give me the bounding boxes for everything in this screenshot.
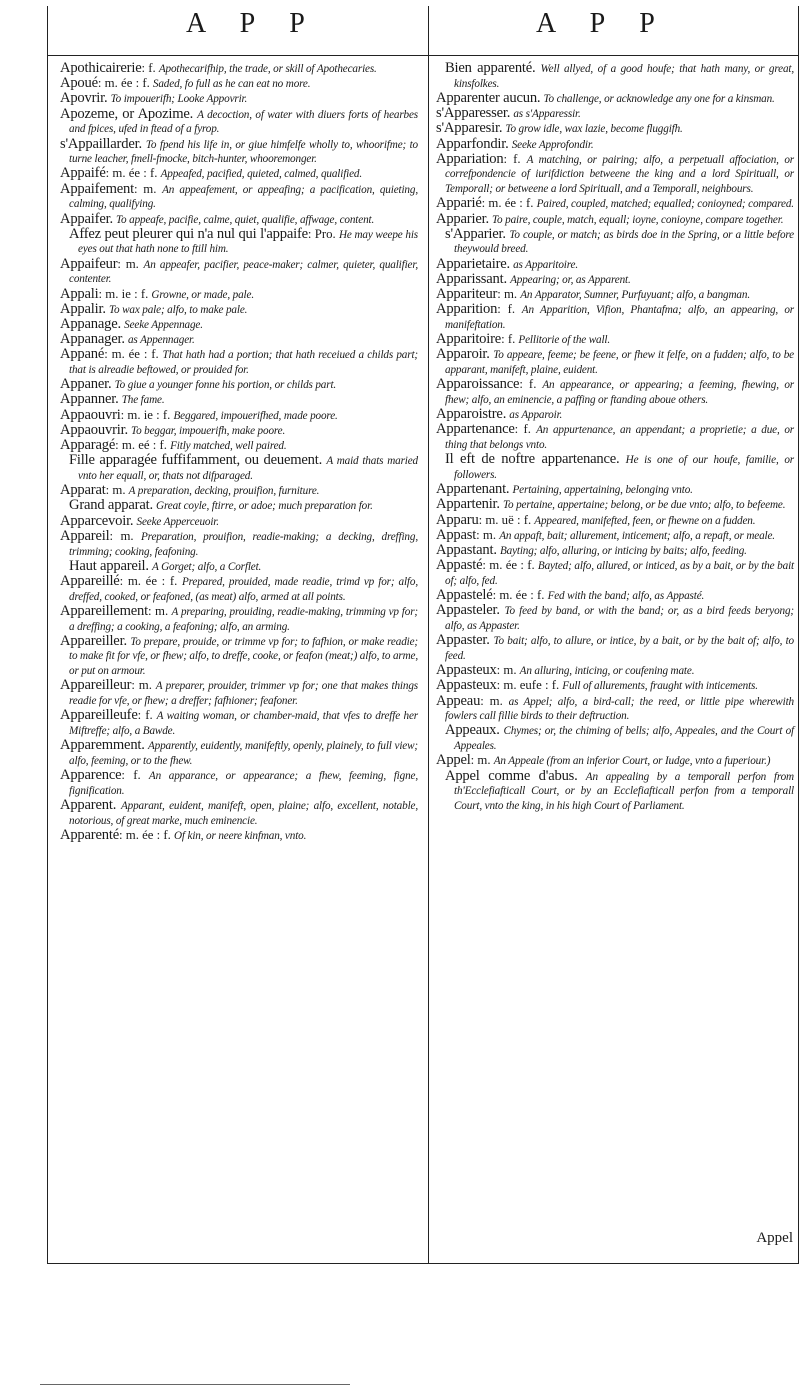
grammar-note: : m. (105, 483, 126, 498)
dictionary-entry (60, 135, 418, 167)
definition: To paire, couple, match, equall; ioyne, conioyne, compare together. (492, 213, 784, 226)
catchword: Appel (756, 1230, 793, 1246)
dictionary-entry (436, 498, 794, 513)
headword: Appeau (436, 692, 481, 709)
left-column (60, 62, 418, 844)
grammar-note: : f. (501, 332, 516, 347)
headword: Apparié (436, 195, 482, 212)
headword: Fille apparagée fuffifamment, ou deuement. (69, 452, 323, 469)
definition: An appeafement, or appeafing; a pacification, quieting, calming, qualifying. (69, 183, 418, 211)
headword: Appaouvrir. (60, 421, 128, 438)
definition: An appeafer, pacifier, peace-maker; calmer, quieter, qualifier, contenter. (69, 258, 418, 286)
definition: That hath had a portion; that hath receiued a childs part; that is alreadie beftowed, or prouided for. (69, 349, 418, 377)
definition: An alluring, inticing, or coufening mate. (519, 665, 695, 678)
headword: Apparoir. (436, 346, 490, 363)
headword: Apparenté (60, 826, 119, 843)
definition: Fed with the band; alfo, as Appasté. (547, 590, 705, 603)
definition: An Apparition, Vifion, Phantafma; alfo, an appearing, or manifeftation. (445, 304, 794, 331)
grammar-note: : m. (133, 181, 157, 196)
headword: Il eft de noftre appartenance. (445, 451, 620, 468)
dictionary-entry (60, 225, 418, 257)
grammar-note: : Pro. (307, 226, 336, 241)
footer-line (40, 1384, 350, 1385)
grammar-note: : m. ée : f. (492, 588, 545, 603)
definition: He may weepe his eyes out that hath none to ftill him. (78, 228, 418, 256)
definition: as Appennager. (127, 334, 195, 347)
headword: Appariation (436, 150, 504, 167)
running-head-right: A P P (536, 8, 669, 39)
definition: as s'Apparessir. (513, 108, 581, 121)
grammar-note: : m. ée : f. (482, 558, 535, 573)
headword: Appel (436, 752, 471, 769)
dictionary-entry (436, 150, 795, 197)
definition: Great coyle, ftirre, or adoe; much preparation for. (156, 500, 373, 513)
headword: Apparemment. (60, 737, 145, 754)
dictionary-entry (60, 572, 418, 604)
headword: Appanager. (60, 331, 125, 348)
headword: Apparoistre. (436, 406, 507, 423)
definition: An appaft, bait; allurement, inticement; alfo, a repaft, or meale. (499, 529, 775, 542)
grammar-note: : f. (519, 377, 537, 392)
grammar-note: : m. (497, 287, 518, 302)
grammar-note: : m. eé : f. (115, 438, 168, 453)
dictionary-entry (60, 709, 418, 738)
headword: Appeaux. (445, 722, 500, 739)
headword: Grand apparat. (69, 497, 153, 514)
dictionary-entry (60, 512, 418, 530)
definition: Full of allurements, fraught with inticements. (562, 680, 758, 693)
headword: Apparier. (436, 210, 489, 227)
headword: Apparietaire. (436, 255, 510, 272)
header-rule (47, 55, 799, 56)
headword: Appasteux (436, 677, 497, 694)
definition: To appeafe, pacifie, calme, quiet, qualifie, affwage, content. (116, 213, 375, 226)
grammar-note: : m. (480, 693, 503, 708)
dictionary-entry (436, 604, 794, 633)
dictionary-entry (436, 634, 794, 663)
dictionary-entry (436, 225, 794, 257)
definition: Appeared, manifefted, feen, or fhewne on a fudden. (534, 514, 756, 527)
headword: Appaifement (60, 180, 134, 197)
headword: Appali (60, 285, 99, 302)
headword: Apparent. (60, 796, 117, 813)
definition: Apparant, euident, manifeft, open, plaine; alfo, excellent, notable, notorious, of great marke, much eminencie. (69, 799, 418, 827)
dictionary-entry (436, 197, 794, 212)
headword: Appasté (436, 557, 483, 574)
definition: To feed by band, or with the band; or, as a bird feeds beryong; alfo, as Appaster. (445, 605, 794, 633)
headword: Affez peut pleurer qui n'a nul qui l'appaife (69, 225, 308, 242)
definition: Paired, coupled, matched; equalled; conioyned; compared. (536, 198, 794, 211)
dictionary-entry (60, 739, 418, 768)
grammar-note: : m. (476, 527, 497, 542)
definition: A matching, or pairing; alfo, a perpetuall affociation, or correfpondencie of iurifdiction betweene the king and a lord Spirituall, or Temporall; or betweene a lord Spirituall, and a Temporall, neighbours. (445, 153, 795, 196)
dictionary-entry (60, 77, 418, 92)
left-border (47, 6, 48, 1264)
definition: Apparently, euidently, manifeftly, openly, plainely, to full view; alfo, feeming, or to the fhew. (69, 740, 418, 767)
definition: To beggar, impouerifh, make poore. (131, 424, 286, 437)
dictionary-entry (60, 527, 418, 559)
headword: Appaster. (436, 632, 490, 649)
grammar-note: : m. uë : f. (478, 512, 532, 527)
dictionary-entry (436, 511, 794, 529)
definition: To pertaine, appertaine; belong, or be due vnto; alfo, to befeeme. (502, 499, 786, 512)
headword: Apoué (60, 75, 98, 92)
headword: Appareillement (60, 602, 148, 619)
headword: Apovrir. (60, 90, 108, 107)
right-border (798, 6, 799, 1264)
headword: Appareiller. (60, 632, 127, 649)
dictionary-entry (436, 303, 794, 332)
definition: The fame. (121, 394, 165, 407)
definition: Saded, fo full as he can eat no more. (152, 78, 311, 91)
grammar-note: : m. (496, 663, 517, 678)
dictionary-entry (436, 348, 794, 377)
dictionary-entry (436, 62, 794, 91)
headword: Apparence (60, 767, 122, 784)
headword: Appartenance (436, 421, 515, 438)
definition: An apparance, or appearance; a fhew, feeming, figne, fignification. (69, 770, 418, 797)
headword: Apozeme, or Apozime. (60, 105, 194, 122)
dictionary-entry (60, 285, 418, 303)
grammar-note: : m. ée : f. (119, 573, 178, 588)
grammar-note: : m. ée : f. (118, 827, 171, 842)
definition: To giue a younger fonne his portion, or childs part. (114, 379, 337, 392)
definition: To grow idle, wax lazie, become fluggifh. (505, 123, 683, 136)
headword: Haut appareil. (69, 557, 149, 574)
headword: Apparenter aucun. (436, 89, 541, 106)
headword: Apparitoire (436, 331, 502, 348)
grammar-note: : m. (131, 678, 152, 693)
headword: s'Appaillarder. (60, 135, 142, 152)
grammar-note: : f. (503, 151, 521, 166)
definition: An appurtenance, an appendant; a proprietie; a due, or thing that belongs vnto. (445, 424, 794, 452)
definition: An Apparator, Sumner, Purfuyuant; alfo, a bangman. (520, 289, 750, 302)
dictionary-entry (60, 454, 418, 483)
dictionary-entry (436, 724, 794, 753)
definition: To couple, or match; as birds doe in the Spring, or a little before theywould breed. (454, 228, 794, 256)
dictionary-entry (60, 632, 418, 679)
headword: Appartenir. (436, 496, 500, 513)
dictionary-entry (436, 378, 794, 407)
dictionary-entry (436, 692, 794, 724)
grammar-note: : m. ée : f. (105, 166, 158, 181)
grammar-note: : f. (121, 768, 141, 783)
headword: Appaifeur (60, 255, 118, 272)
definition: Bayted; alfo, allured, or inticed, as by a bait, or by the bait of; alfo, fed. (445, 560, 794, 587)
definition: as Apparitoire. (513, 258, 578, 271)
headword: Apparfondir. (436, 135, 509, 152)
headword: Apparition (436, 301, 498, 318)
definition: Prepared, prouided, made readie, trimd vp for; alfo, dreffed, cooked, or feafoned, (as meat) alfo, armed at all points. (69, 575, 418, 603)
right-column (436, 62, 794, 814)
definition: Chymes; or, the chiming of bells; alfo, Appeales, and the Court of Appeales. (454, 725, 794, 753)
definition: To bait; alfo, to allure, or intice, by a bait, or by the bait of; alfo, to feed. (445, 635, 794, 662)
definition: An appearance, or appearing; a feeming, fhewing, or fhew; alfo, an eminencie, a paffing or ftanding aboue others. (445, 379, 794, 406)
definition: A preparer, prouider, trimmer vp for; one that makes things readie for vfe, or fhew; a dreffer; fafhioner; feafoner. (69, 680, 418, 708)
definition: A waiting woman, or chamber-maid, that vfes to dreffe her Miftreffe; alfo, a Bawde. (69, 710, 418, 737)
dictionary-entry (60, 348, 418, 377)
definition: To challenge, or acknowledge any one for a kinsman. (543, 92, 775, 105)
headword: Bien apparenté. (445, 60, 536, 76)
headword: Appastant. (436, 542, 497, 558)
definition: Apothecarifhip, the trade, or skill of Apothecaries. (158, 63, 377, 75)
headword: Appartenant. (436, 481, 510, 498)
definition: To impouerifh; Looke Appovrir. (110, 93, 248, 106)
headword: Appanage. (60, 315, 122, 332)
dictionary-entry (436, 559, 794, 588)
dictionary-entry (60, 769, 418, 798)
definition: Appearing; or, as Apparent. (510, 273, 631, 286)
bottom-rule (47, 1263, 799, 1264)
definition: A Gorget; alfo, a Corflet. (151, 560, 262, 573)
headword: Apparu (436, 511, 479, 528)
dictionary-entry (60, 679, 418, 708)
definition: To wax pale; alfo, to make pale. (108, 303, 248, 316)
dictionary-entry (60, 180, 418, 212)
definition: To appeare, feeme; be feene, or fhew it felfe, on a fudden; alfo, to be apparant, manifeft, plaine, euident. (445, 349, 794, 377)
definition: To fpend his life in, or giue himfelfe wholly to, whoorifme; to turne leacher, fmell-fmocke, bitch-hunter, whooremonger. (69, 138, 418, 166)
definition: Growne, or made, pale. (151, 288, 254, 301)
dictionary-entry (436, 767, 794, 814)
grammar-note: : m. (470, 753, 491, 768)
definition: as Apparoir. (509, 409, 563, 422)
grammar-note: : f. (497, 302, 516, 317)
dictionary-entry (60, 826, 418, 844)
dictionary-entry (436, 679, 794, 694)
definition: A maid thats maried vnto her equall, or, thats not difparaged. (78, 455, 419, 482)
headword: Appasteler. (436, 602, 500, 619)
definition: A preparing, prouiding, readie-making, trimming vp for; a dreffing; a cooking, a feafoning; alfo, an arming. (69, 605, 418, 633)
headword: Appasteux (436, 662, 497, 679)
definition: Bayting; alfo, alluring, or inticing by baits; alfo, feeding. (499, 545, 747, 557)
headword: s'Apparier. (445, 225, 506, 242)
headword: Appareillé (60, 572, 120, 589)
grammar-note: : m. (147, 603, 169, 618)
definition: Fitly matched, well paired. (170, 440, 287, 453)
dictionary-entry (436, 423, 794, 452)
grammar-note: : m. ée : f. (97, 76, 150, 91)
definition: Preparation, prouifion, readie-making; a decking, dreffing, trimming; cooking, feafoning. (69, 530, 418, 558)
definition: To prepare, prouide, or trimme vp for; to fafhion, or make readie; to make fit for vfe, or fhew; alfo, to dreffe, cooke, or feafon (meat;) alfo, to arme, or put on armour. (69, 635, 418, 678)
grammar-note: : f. (514, 422, 531, 437)
definition: An appealing by a temporall perfon from th'Ecclefiafticall Court, or by an Ecclefiafticall perfon from a temporall Court, vnto the king, in his high Court of Parliament. (454, 770, 794, 812)
definition: Well allyed, of a good houfe; that hath many, or great, kinsfolkes. (454, 63, 794, 90)
headword: s'Apparesir. (436, 120, 503, 137)
grammar-note: : m. eufe : f. (496, 678, 560, 693)
headword: Appaifer. (60, 210, 113, 227)
dictionary-entry (60, 333, 418, 348)
definition: as Appel; alfo, a bird-call; the reed, or little pipe wherewith fowlers call fillie birds to their deftruction. (445, 695, 794, 723)
headword: Apparissant. (436, 270, 507, 287)
headword: Apparcevoir. (60, 512, 134, 529)
definition: Seeke Apperceuoir. (136, 515, 219, 528)
definition: Pellitorie of the wall. (518, 334, 611, 347)
headword: Apparoissance (436, 376, 520, 393)
headword: Appaner. (60, 376, 112, 393)
headword: Appel comme d'abus. (445, 767, 578, 784)
definition: He is one of our houfe, familie, or followers. (454, 454, 794, 481)
dictionary-entry (60, 255, 418, 287)
grammar-note: : m. (117, 256, 139, 271)
headword: Appastelé (436, 587, 493, 604)
headword: Apothicairerie (60, 60, 142, 76)
headword: Appanner. (60, 391, 119, 408)
definition: Appeafed, pacified, quieted, calmed, qualified. (160, 168, 363, 181)
grammar-note: : m. ie : f. (120, 407, 171, 422)
definition: Of kin, or neere kinfman, vnto. (173, 829, 307, 842)
headword: Appariteur (436, 286, 498, 303)
headword: Apparat (60, 482, 106, 499)
dictionary-entry (60, 602, 418, 634)
definition: A decoction, of water with diuers forts of hearbes and fpices, ufed in ftead of a fyrop. (69, 108, 419, 136)
center-divider (428, 6, 429, 1264)
running-head-left: A P P (186, 8, 319, 39)
definition: Pertaining, appertaining, belonging vnto. (512, 484, 693, 497)
grammar-note: : m. (109, 528, 134, 543)
headword: Appareilleufe (60, 707, 138, 724)
grammar-note: : m. ée : f. (104, 347, 159, 362)
definition: A preparation, decking, prouifion, furniture. (128, 485, 320, 498)
dictionary-entry (60, 105, 419, 137)
dictionary-entry (60, 796, 418, 828)
definition: An Appeale (from an inferior Court, or Iudge, vnto a fuperiour.) (493, 755, 771, 768)
dictionary-entry (60, 62, 418, 77)
dictionary-entry (436, 544, 794, 559)
headword: Appareilleur (60, 677, 132, 694)
grammar-note: : m. ée : f. (481, 196, 534, 211)
definition: Seeke Approfondir. (511, 138, 594, 151)
headword: Appaouvri (60, 406, 121, 423)
headword: Appaifé (60, 165, 106, 182)
grammar-note: : f. (137, 708, 153, 723)
grammar-note: : f. (141, 61, 156, 75)
grammar-note: : m. ie : f. (98, 286, 149, 301)
headword: Appalir. (60, 300, 106, 317)
headword: Appast (436, 526, 477, 543)
headword: Appareil (60, 527, 110, 544)
dictionary-entry (436, 453, 794, 482)
definition: Beggared, impouerifhed, made poore. (173, 409, 338, 422)
headword: Apparagé (60, 437, 116, 454)
headword: Appané (60, 346, 105, 363)
headword: s'Apparesser. (436, 105, 511, 122)
definition: Seeke Appennage. (124, 318, 203, 331)
